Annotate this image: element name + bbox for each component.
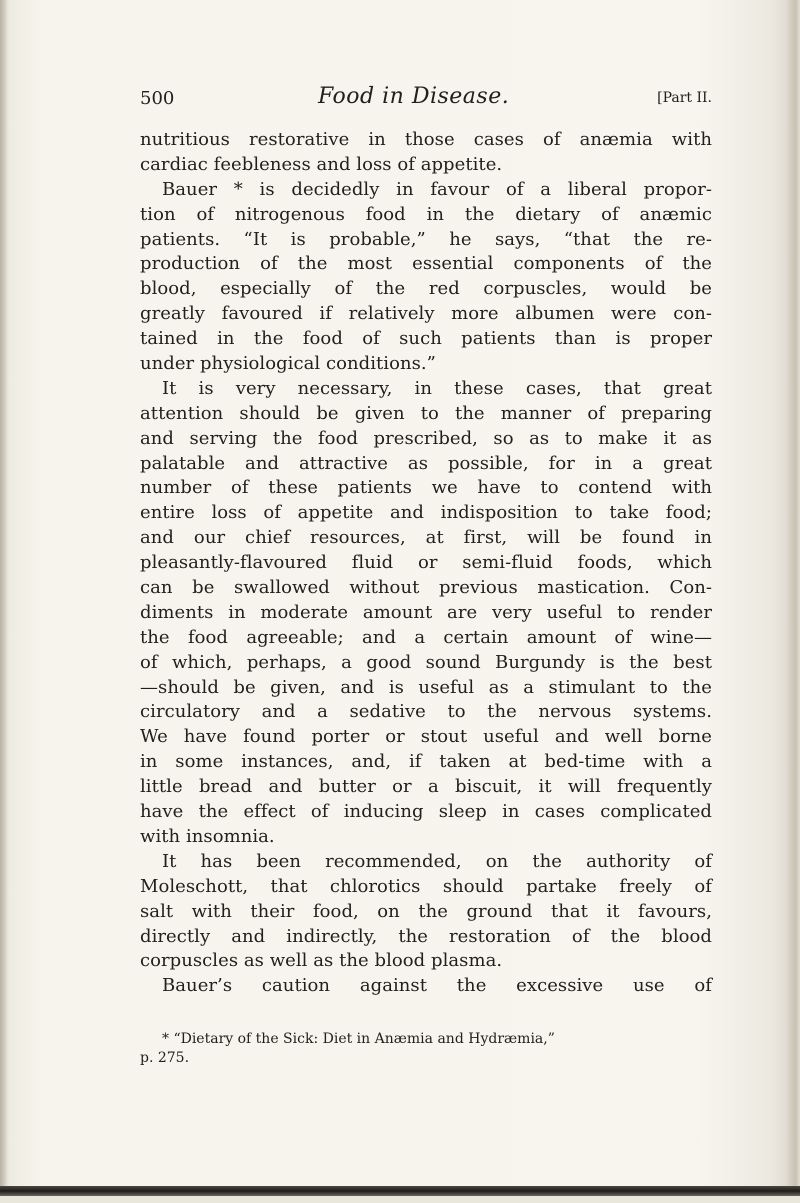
body-line: and serving the food prescribed, so as to make it as [140, 427, 712, 449]
body-line: pleasantly-flavoured fluid or semi-fluid foods, which [140, 552, 712, 574]
body-line: Bauer’s caution against the excessive use of [162, 975, 712, 997]
body-line: entire loss of appetite and indisposition to take food; [140, 502, 712, 524]
footnote-line: p. 275. [140, 1050, 190, 1066]
body-line: with insomnia. [140, 825, 275, 847]
body-line: cardiac feebleness and loss of appetite. [140, 153, 503, 175]
footnote-line: * “Dietary of the Sick: Diet in Anæmia and Hydræmia,” [162, 1031, 555, 1047]
body-line: can be swallowed without previous mastication. Con- [140, 577, 712, 599]
body-line: directly and indirectly, the restoration of the blood [140, 925, 712, 947]
body-line: palatable and attractive as possible, for in a great [140, 452, 712, 474]
page-right-edge [786, 0, 800, 1203]
body-line: —should be given, and is useful as a stimulant to the [140, 676, 712, 698]
body-line: nutritious restorative in those cases of anæmia with [140, 129, 712, 150]
body-line: the food agreeable; and a certain amount of wine— [140, 626, 712, 648]
body-line: greatly favoured if relatively more albumen were con- [140, 303, 712, 325]
body-line: circulatory and a sedative to the nervous systems. [140, 701, 712, 723]
page-header [140, 84, 712, 116]
body-line: little bread and butter or a biscuit, it will frequently [140, 776, 712, 798]
body-text [140, 128, 712, 999]
body-line: Bauer * is decidedly in favour of a liberal propor- [162, 178, 712, 200]
body-line: under physiological conditions.” [140, 353, 436, 375]
body-line: production of the most essential components of the [140, 253, 712, 275]
body-line: tion of nitrogenous food in the dietary of anæmic [140, 203, 712, 225]
body-line: number of these patients we have to contend with [140, 477, 712, 499]
body-line: tained in the food of such patients than is proper [140, 328, 712, 350]
running-title: Food in Disease. [318, 84, 510, 109]
body-line: blood, especially of the red corpuscles, would be [140, 278, 712, 300]
body-line: We have found porter or stout useful and well borne [140, 726, 712, 748]
page-bottom-edge [0, 1186, 800, 1196]
body-line: in some instances, and, if taken at bed-time with a [140, 751, 712, 773]
body-line: diments in moderate amount are very useful to render [140, 601, 712, 623]
footnote [140, 1030, 712, 1068]
body-line: attention should be given to the manner of preparing [140, 402, 712, 424]
body-line: salt with their food, on the ground that it favours, [140, 900, 712, 922]
page-left-shadow [0, 0, 8, 1203]
page-bottom-strip [0, 1196, 800, 1203]
body-line: corpuscles as well as the blood plasma. [140, 950, 503, 972]
body-line: It is very necessary, in these cases, that great [162, 377, 712, 399]
body-line: and our chief resources, at first, will be found in [140, 527, 712, 549]
page-number: 500 [140, 88, 175, 109]
part-label: [Part II. [657, 90, 712, 106]
body-line: It has been recommended, on the authority of [162, 850, 712, 872]
body-line: have the effect of inducing sleep in cases complicated [140, 801, 712, 823]
body-line: of which, perhaps, a good sound Burgundy is the best [140, 651, 712, 673]
body-line: patients. “It is probable,” he says, “that the re- [140, 228, 712, 250]
body-line: Moleschott, that chlorotics should partake freely of [140, 875, 712, 897]
